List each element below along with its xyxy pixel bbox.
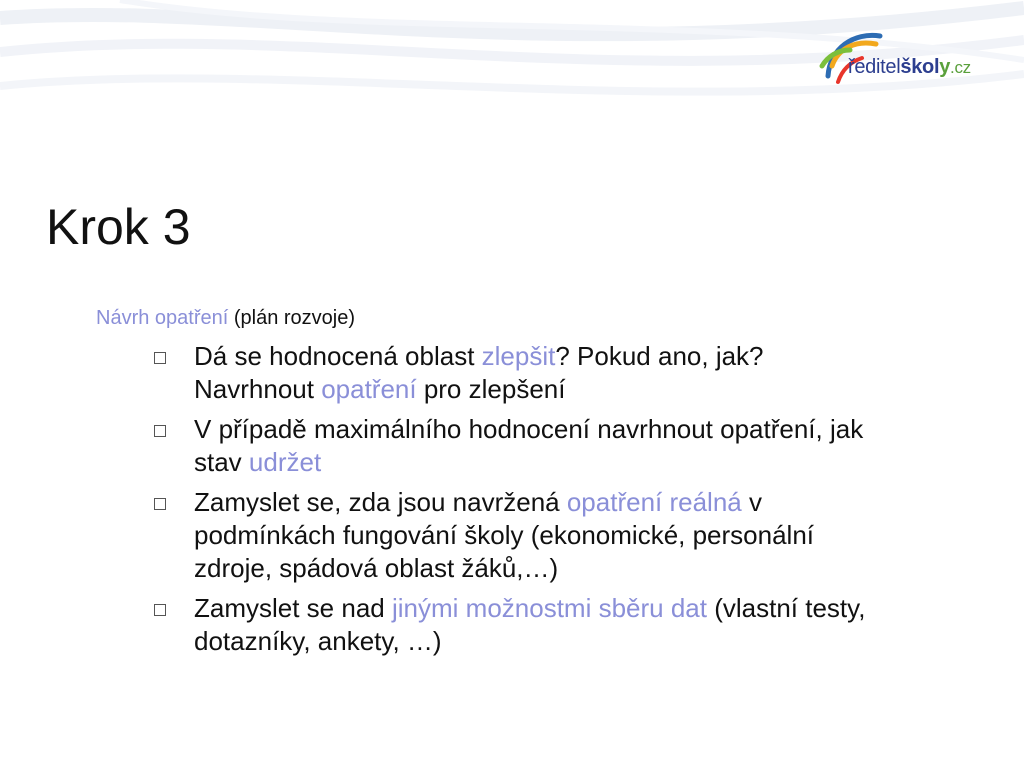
bullet-highlight: opatření bbox=[321, 374, 417, 404]
bullet-highlight: zlepšit bbox=[481, 341, 556, 371]
subtitle-rest: (plán rozvoje) bbox=[228, 307, 356, 329]
slide-title: Krok 3 bbox=[46, 199, 191, 255]
bullet-text: v podmínkách fungování školy (ekonomické, personální zdroje, spádová oblast žáků,…) bbox=[194, 487, 815, 583]
bullet-item bbox=[154, 340, 884, 406]
bullet-item bbox=[154, 413, 884, 479]
bullet-highlight: opatření reálná bbox=[566, 487, 742, 517]
bullet-highlight: jinými možnostmi sběru dat bbox=[391, 593, 707, 623]
bullet-text: Zamyslet se nad bbox=[194, 593, 392, 623]
square-bullet-icon bbox=[154, 604, 166, 616]
bullet-text: V případě maximálního hodnocení navrhnout opatření, jak stav bbox=[194, 414, 864, 477]
bullet-list bbox=[154, 340, 884, 665]
logo-text-part: .cz bbox=[950, 58, 971, 77]
bullet-text: ? Pokud ano, jak? Navrhnout bbox=[194, 341, 764, 404]
logo-text bbox=[848, 56, 971, 79]
bullet-text: pro zlepšení bbox=[416, 374, 566, 404]
square-bullet-icon bbox=[154, 352, 166, 364]
bullet-item bbox=[154, 592, 884, 658]
subtitle-highlight: Návrh opatření bbox=[96, 307, 229, 329]
square-bullet-icon bbox=[154, 425, 166, 437]
bullet-text: (vlastní testy, dotazníky, ankety, …) bbox=[194, 593, 866, 656]
logo-text-part: y bbox=[939, 56, 951, 78]
bullet-text: Zamyslet se, zda jsou navržená bbox=[194, 487, 567, 517]
square-bullet-icon bbox=[154, 498, 166, 510]
slide-subtitle bbox=[96, 306, 355, 330]
bullet-item bbox=[154, 486, 884, 585]
bullet-text: Dá se hodnocená oblast bbox=[194, 341, 482, 371]
bullet-highlight: udržet bbox=[248, 447, 322, 477]
logo-text-part: škol bbox=[900, 56, 940, 78]
logo-text-part: ředitel bbox=[848, 56, 901, 78]
